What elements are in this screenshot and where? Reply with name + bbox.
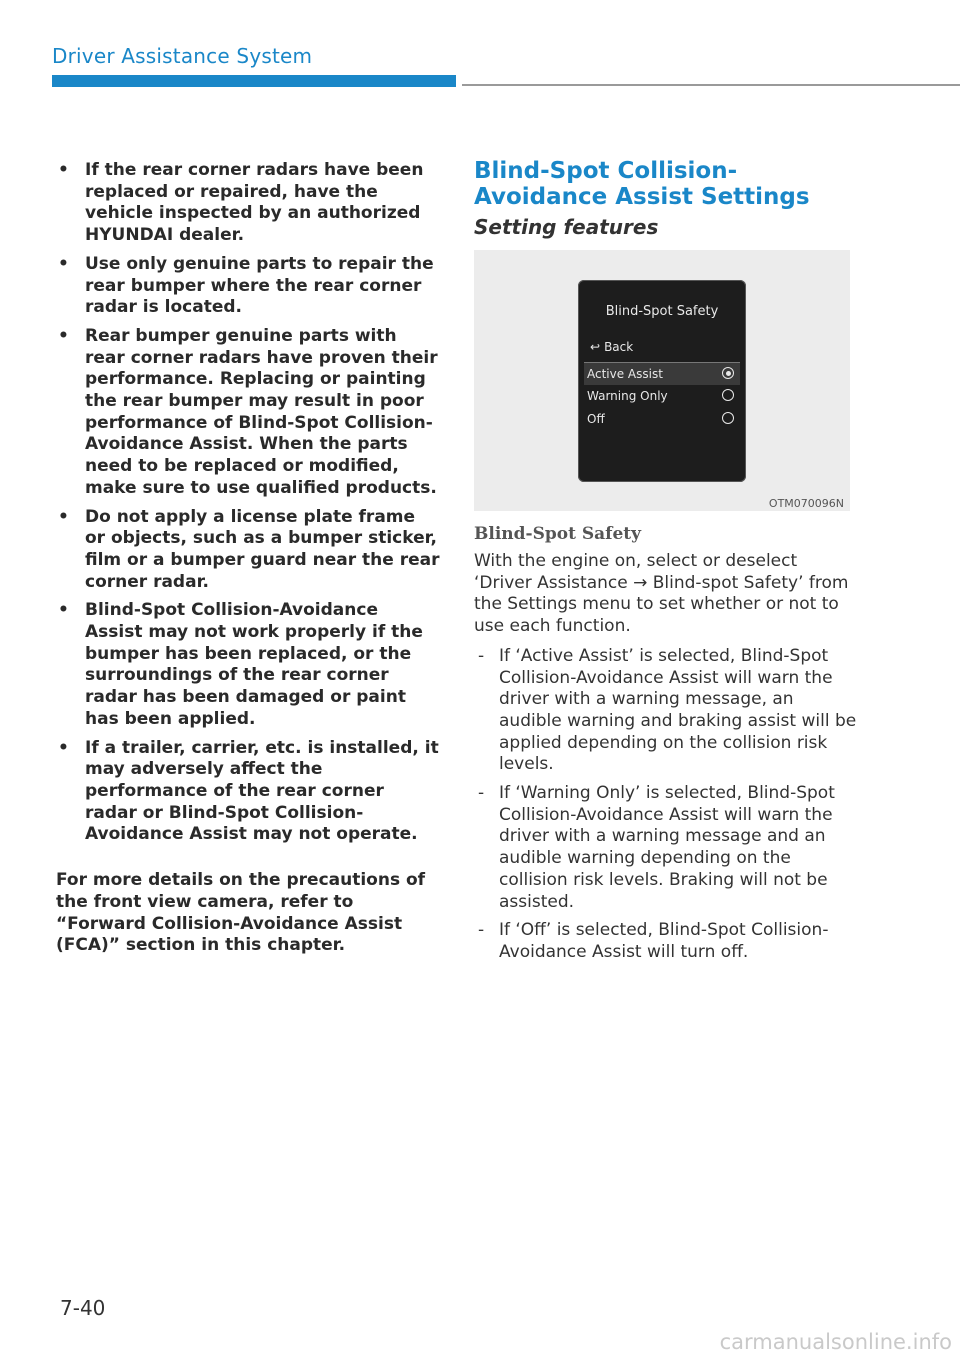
list-item: • Do not apply a license plate frame or objects, such as a bumper sticker, film or a bumper guard near the rear corner radar.	[58, 506, 440, 592]
back-arrow-icon: ↩	[590, 340, 601, 354]
radio-empty-icon	[722, 412, 734, 424]
precaution-list	[56, 160, 440, 846]
watermark: carmanualsonline.info	[719, 1330, 952, 1354]
body-text: With the engine on, select or deselect ‘Driver Assistance → Blind-spot Safety’ from the Settings menu to set whether or not to use each function.	[474, 551, 849, 637]
dash-icon: -	[478, 783, 485, 804]
list-item: • Blind-Spot Collision-Avoidance Assist may not work properly if the bumper has been replaced, or the surroundings of the rear corner radar has been damaged or paint has been applied.	[58, 600, 423, 729]
figure-code: OTM070096N	[768, 497, 844, 510]
dash-icon: -	[478, 645, 485, 666]
header-accent-bar	[52, 75, 456, 87]
option-active-assist: Active Assist	[584, 362, 740, 385]
settings-figure	[474, 250, 850, 511]
bullet-icon: •	[58, 253, 69, 274]
reference-note: For more details on the precautions of the front view camera, refer to “Forward Collision-Avoidance Assist (FCA)” section in this chapter.	[56, 870, 426, 956]
list-item: • Use only genuine parts to repair the rear bumper where the rear corner radar is located.	[58, 253, 434, 318]
bullet-icon: •	[58, 737, 69, 758]
radio-selected-icon	[722, 367, 734, 379]
subsection-title: Setting features	[474, 215, 659, 239]
section-title: Blind-Spot Collision-Avoidance Assist Settings	[474, 158, 810, 210]
settings-screen	[578, 280, 746, 482]
option-warning-only: Warning Only	[584, 385, 740, 407]
bullet-icon: •	[58, 506, 69, 527]
back-button: ↩ Back	[590, 340, 634, 354]
list-item: • If the rear corner radars have been replaced or repaired, have the vehicle inspected by an authorized HYUNDAI dealer.	[58, 160, 424, 246]
bullet-icon: •	[58, 160, 69, 180]
list-item: • If a trailer, carrier, etc. is installed, it may adversely affect the performance of the rear corner radar or Blind-Spot Collision-Avoidance Assist may not operate.	[58, 737, 439, 845]
list-item: • Rear bumper genuine parts with rear corner radars have proven their performance. Replacing or painting the rear bumper may result in poor performance of Blind-Spot Collision-Avoidance Assist. When the parts need to be replaced or modified, make sure to use qualified products.	[58, 325, 438, 498]
option-descriptions	[474, 646, 858, 964]
header-rule	[462, 84, 960, 86]
list-item: - If ‘Active Assist’ is selected, Blind-Spot Collision-Avoidance Assist will warn the driver with a warning message, an audible warning and braking assist will be applied depending on the collision risk levels.	[478, 645, 857, 775]
screen-title: Blind-Spot Safety	[605, 304, 719, 319]
bullet-icon: •	[58, 600, 69, 621]
radio-empty-icon	[722, 389, 734, 401]
page-number: 7-40	[60, 1296, 106, 1320]
dash-icon: -	[478, 920, 485, 941]
bullet-icon: •	[58, 325, 69, 346]
list-item: - If ‘Warning Only’ is selected, Blind-Spot Collision-Avoidance Assist will warn the driver with a warning message and an audible warning depending on the collision risk levels. Braking will not be assisted.	[478, 783, 835, 912]
option-off: Off	[584, 408, 740, 430]
list-item: - If ‘Off’ is selected, Blind-Spot Collision-Avoidance Assist will turn off.	[478, 920, 829, 962]
right-column	[474, 158, 858, 971]
header-title: Driver Assistance System	[52, 44, 313, 68]
left-column	[56, 160, 440, 957]
caption-title: Blind-Spot Safety	[474, 524, 642, 544]
